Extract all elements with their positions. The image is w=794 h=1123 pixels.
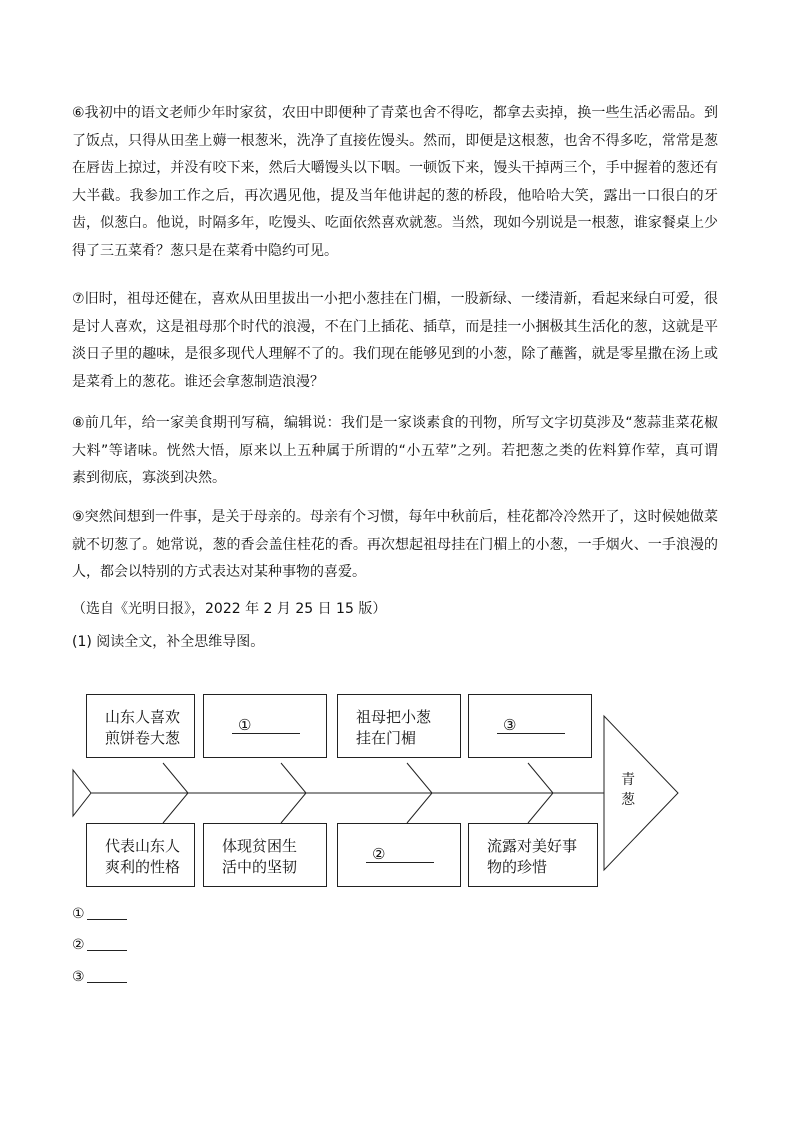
- bottom-box-2: [203, 823, 327, 887]
- text-line: 大半截。我参加工作之后，再次遇见他，提及当年他讲起的葱的桥段，他哈哈大笑，露出一口很白的牙: [72, 187, 718, 204]
- text-line: 了饭点，只得从田垄上薅一根葱米，洗净了直接佐馒头。然而，即便是这根葱，也舍不得多吃，常常是葱: [72, 132, 718, 149]
- box-text-line: 物的珍惜: [487, 858, 548, 876]
- text-line: 是讨人喜欢，这是祖母那个时代的浪漫，不在门上插花、插草，而是挂一小捆极其生活化的葱，这就是平: [72, 318, 718, 335]
- blank-number: ③: [503, 716, 517, 734]
- question-1: (1) 阅读全文，补全思维导图。: [72, 634, 265, 650]
- text-line: ⑧前几年，给一家美食期刊写稿，编辑说：我们是一家谈素食的刊物，所写文字切莫涉及“葱蒜韭菜花椒: [72, 415, 718, 431]
- bottom-box-4: [468, 823, 598, 887]
- box-text-line: 煎饼卷大葱: [105, 729, 181, 747]
- box-text-line: 挂在门楣: [356, 729, 417, 747]
- box-text-line: 体现贫困生: [222, 837, 298, 855]
- text-line: 人，都会以特别的方式表达对某种事物的喜爱。: [72, 564, 366, 580]
- top-box-2-blank: [203, 694, 327, 758]
- box-text-line: 代表山东人: [105, 837, 181, 855]
- answer-number: ③: [72, 969, 85, 985]
- box-text-line: 爽利的性格: [105, 858, 181, 876]
- answer-1: [72, 904, 127, 924]
- top-box-1: [86, 694, 195, 758]
- box-text-line: 祖母把小葱: [356, 708, 432, 726]
- box-text-line: 山东人喜欢: [105, 708, 181, 726]
- head-label-char-2: 葱: [621, 792, 635, 808]
- arrow-head: [604, 716, 678, 870]
- spine-tail: [73, 770, 91, 816]
- answer-blank-3[interactable]: [87, 968, 127, 983]
- text-line: ⑨突然间想到一件事，是关于母亲的。母亲有个习惯，每年中秋前后，桂花都冷冷然开了，这时候她做菜: [72, 509, 718, 525]
- text-line: 就不切葱了。她常说，葱的香会盖住桂花的香。再次想起祖母挂在门楣上的小葱，一手烟火、一手浪漫的: [72, 536, 718, 553]
- text-line: ⑦旧时，祖母还健在，喜欢从田里拔出一小把小葱挂在门楣，一股新绿、一缕清新，看起来绿白可爱，很: [72, 291, 718, 307]
- answer-number: ①: [72, 906, 85, 922]
- answer-number: ②: [72, 937, 85, 953]
- box-text-line: 活中的坚韧: [222, 858, 298, 876]
- text-line: 在唇齿上掠过，并没有咬下来，然后大嚼馒头以下咽。一顿饭下来，馒头干掉两三个，手中握着的葱还有: [72, 160, 718, 176]
- top-box-3: [337, 694, 461, 758]
- bottom-box-1: [86, 823, 195, 887]
- text-line: 是菜肴上的葱花。谁还会拿葱制造浪漫？: [72, 373, 324, 390]
- box-text-line: 流露对美好事: [487, 837, 578, 855]
- blank-line[interactable]: [232, 733, 300, 734]
- blank-line[interactable]: [497, 733, 565, 734]
- text-line: 淡日子里的趣味，是很多现代人理解不了的。我们现在能够见到的小葱，除了蘸酱，就是零星撒在汤上或: [72, 346, 718, 362]
- arrow-head-label: [620, 770, 636, 810]
- bottom-box-3-blank: [337, 823, 461, 887]
- blank-number: ②: [372, 845, 386, 863]
- answer-blank-1[interactable]: [87, 905, 127, 920]
- text-line: ⑥我初中的语文老师少年时家贫，农田中即便种了青菜也舍不得吃，都拿去卖掉，换一些生活必需品。到: [72, 105, 718, 121]
- text-line: 齿，似葱白。他说，时隔多年，吃馒头、吃面依然喜欢就葱。当然，现如今别说是一根葱，谁家餐桌上少: [72, 215, 718, 231]
- answer-3: [72, 967, 127, 987]
- head-label-char-1: 青: [621, 772, 635, 788]
- blank-number: ①: [238, 716, 252, 734]
- answer-blank-2[interactable]: [87, 936, 127, 951]
- blank-line[interactable]: [366, 862, 434, 863]
- source-citation: （选自《光明日报》，2022 年 2 月 25 日 15 版）: [72, 601, 387, 617]
- text-line: 大料”等诸味。恍然大悟，原来以上五种属于所谓的“小五荤”之列。若把葱之类的佐料算作荤，真可谓: [72, 442, 718, 459]
- top-box-4-blank: [468, 694, 592, 758]
- answer-2: [72, 935, 127, 955]
- text-line: 素到彻底，寡淡到决然。: [72, 470, 226, 486]
- text-line: 得了三五菜肴？葱只是在菜肴中隐约可见。: [72, 242, 338, 259]
